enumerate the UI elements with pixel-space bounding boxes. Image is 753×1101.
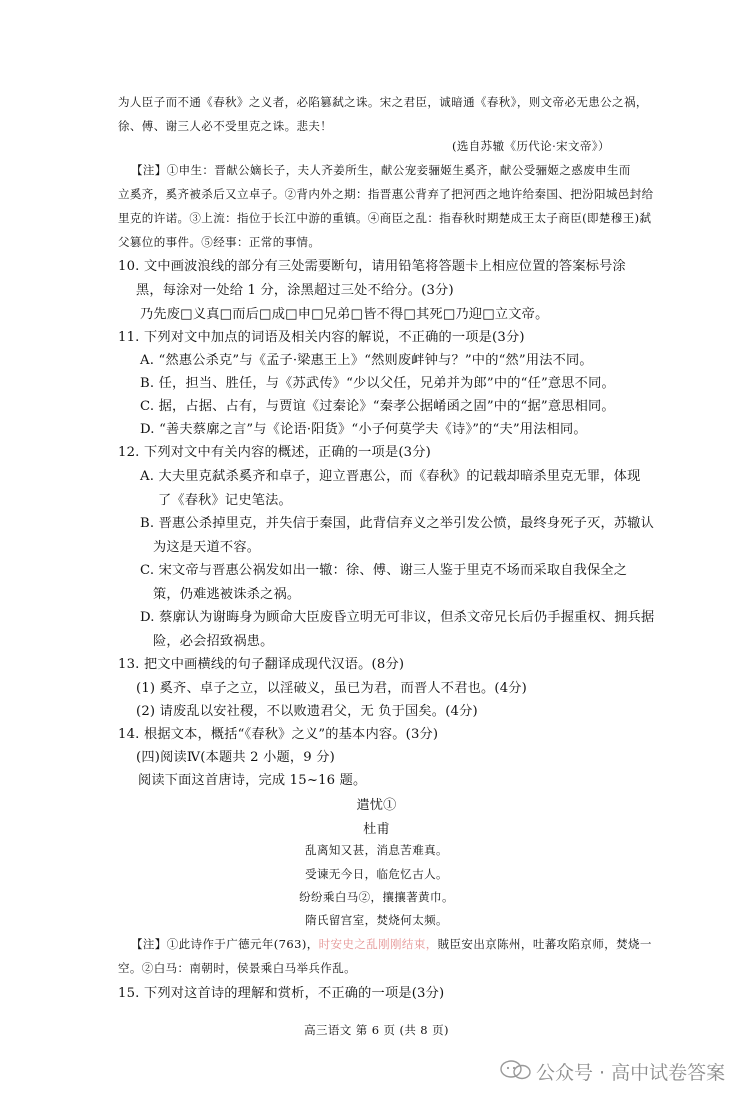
note-line-4: 父篡位的事件。⑤经事：正常的事情。	[118, 235, 321, 249]
q10-stem-line-2: 黑，每涂对一处给 1 分，涂黑超过三处不给分。(3分)	[136, 283, 454, 298]
passage-source: (选自苏辙《历代论·宋文帝》）	[452, 139, 610, 153]
q12-option-c-line-2: 策，仍难逃被诛杀之祸。	[153, 587, 301, 602]
poem-note-line-1	[131, 936, 652, 952]
q11-option-b: B. 任，担当、胜任，与《苏武传》“少以父任，兄弟并为郎”中的“任”意思不同。	[140, 376, 615, 391]
watermark-text: 公众号 · 高中试卷答案	[536, 1062, 726, 1084]
poem-note-line-2: 空。②白马：南朝时，侯景乘白马举兵作乱。	[118, 961, 356, 975]
poem-line-4: 隋氏留宫室，焚烧何太频。	[305, 913, 448, 927]
q10-stem-line-1: 10. 文中画波浪线的部分有三处需要断句，请用铅笔将答题卡上相应位置的答案标号涂	[118, 259, 626, 274]
poem-title: 遣忧①	[356, 798, 397, 813]
poem-line-3: 纷纷乘白马②，攘攘著黄巾。	[299, 890, 454, 904]
page-footer: 高三语文 第 6 页 (共 8 页)	[304, 1023, 449, 1037]
passage-line-1: 为人臣子而不通《春秋》之义者，必陷篡弑之诛。宋之君臣，诚暗通《春秋》，则文帝必无患公之祸，	[118, 95, 648, 109]
q12-option-c-line-1: C. 宋文帝与晋惠公祸发如出一辙：徐、傅、谢三人鉴于里克不场而采取自我保全之	[140, 563, 628, 578]
passage-line-2: 徐、傅、谢三人必不受里克之诛。悲夫！	[118, 119, 333, 133]
poem-note-text-b: 賊臣安出京陈州，吐蕃攻陷京师，焚烧一	[437, 937, 652, 951]
poem-line-2: 受谏无今日，临危忆古人。	[305, 867, 448, 881]
q11-stem: 11. 下列对文中加点的词语及相关内容的解说，不正确的一项是(3分)	[118, 330, 525, 345]
wechat-icon	[499, 1059, 533, 1081]
q13-sentence-1: (1) 奚齐、卓子之立，以淫破义，虽已为君，而晋人不君也。(4分)	[136, 681, 528, 696]
q12-option-a-line-1: A. 大夫里克弑杀奚齐和卓子，迎立晋惠公，而《春秋》的记载却暗杀里克无罪，体现	[140, 469, 641, 484]
q12-option-d-line-2: 险，必会招致祸患。	[153, 634, 274, 649]
poem-author: 杜甫	[363, 822, 390, 837]
note-line-2: 立奚齐，奚齐被杀后又立卓子。②背内外之期：指晋惠公背弃了把河西之地许给秦国、把汾阳城邑封给	[118, 187, 654, 201]
q12-stem: 12. 下列对文中有关内容的概述，正确的一项是(3分)	[118, 445, 431, 460]
q13-sentence-2: (2) 请废乱以安社稷，不以败遗君父，无 负于国矣。(4分)	[136, 704, 478, 719]
q11-option-c: C. 据，占据、占有，与贾谊《过秦论》“秦孝公据崤函之固”中的“据”意思相同。	[140, 399, 615, 414]
q11-option-d: D. “善夫蔡廓之言”与《论语·阳货》“小子何莫学夫《诗》”的“夫”用法相同。	[140, 422, 587, 437]
note-line-1: 【注】①申生：晋献公嫡长子，夫人齐姜所生，献公宠妾骊姬生奚齐，献公受骊姬之惑废申生而	[131, 163, 631, 177]
q12-option-b-line-2: 为这是天道不容。	[153, 540, 261, 555]
note-line-3: 里克的许诺。③上流：指位于长江中游的重镇。④商臣之乱：指春秋时期楚成王太子商臣(即楚穆王)弑	[118, 211, 652, 225]
q10-sentence: 乃先废□义真□而后□成□申□兄弟□皆不得□其死□乃迎□立文帝。	[140, 307, 549, 322]
poem-line-1: 乱离知又甚，消息苦难真。	[305, 843, 448, 857]
q13-stem: 13. 把文中画横线的句子翻译成现代汉语。(8分)	[118, 657, 405, 672]
poem-note-text-a: 【注】①此诗作于广德元年(763)，	[131, 937, 319, 951]
section-heading: (四)阅读Ⅳ(本题共 2 小题，9 分)	[136, 750, 335, 765]
q12-option-a-line-2: 了《春秋》记史笔法。	[158, 493, 292, 508]
q11-option-a: A. “然惠公杀克”与《孟子·梁惠王上》“然则废衅钟与？”中的“然”用法不同。	[140, 353, 593, 368]
q12-option-d-line-1: D. 蔡廓认为谢晦身为顾命大臣废昏立明无可非议，但杀文帝兄长后仍手握重权、拥兵据	[140, 610, 655, 625]
q14-stem: 14. 根据文本，概括“《春秋》之义”的基本内容。(3分)	[118, 727, 439, 742]
q12-option-b-line-1: B. 晋惠公杀掉里克，并失信于秦国，此背信弃义之举引发公愤，最终身死子灭，苏辙认	[140, 516, 655, 531]
section-intro: 阅读下面这首唐诗，完成 15~16 题。	[138, 773, 367, 788]
q15-stem: 15. 下列对这首诗的理解和赏析，不正确的一项是(3分)	[118, 986, 445, 1001]
poem-note-red-mark: 时安史之乱刚刚结束，	[318, 937, 438, 951]
